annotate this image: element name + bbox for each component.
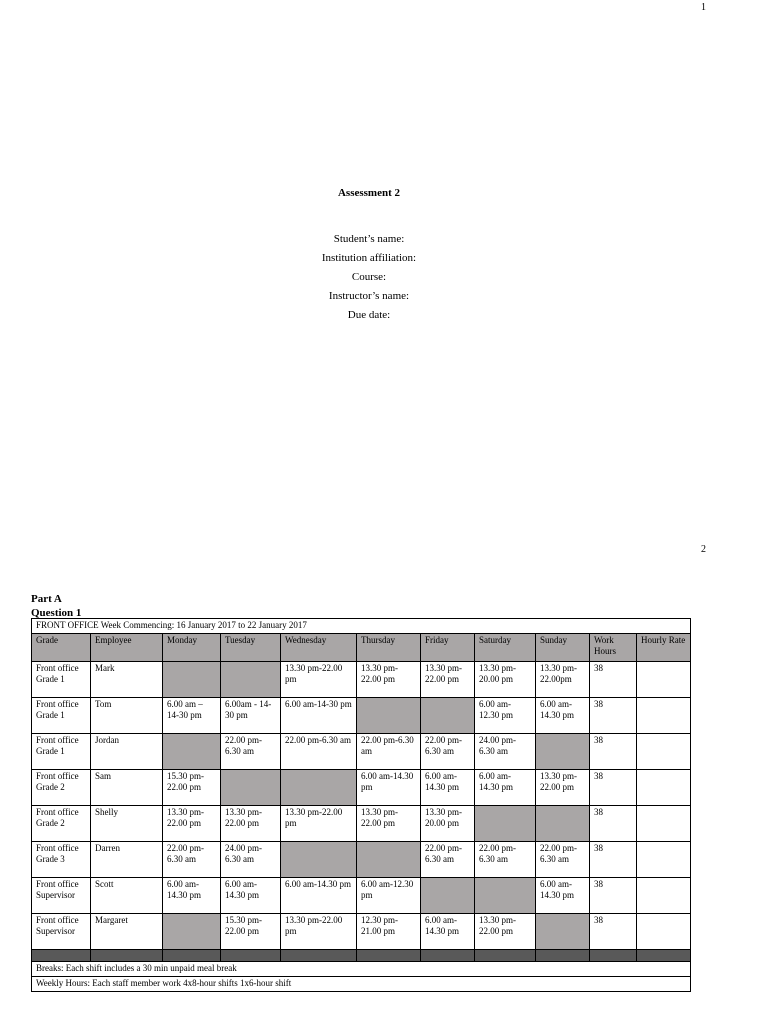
grade-cell: Front office Grade 2 <box>32 806 91 842</box>
part-heading <box>31 592 81 620</box>
shift-cell: 22.00 pm-6.30 am <box>163 842 221 878</box>
day-off-cell <box>221 770 281 806</box>
table-row <box>32 770 691 806</box>
due-date-line: Due date: <box>347 309 391 321</box>
grade-cell: Front office Supervisor <box>32 878 91 914</box>
grade-cell: Front office Supervisor <box>32 914 91 950</box>
schedule-caption: FRONT OFFICE Week Commencing: 16 January 2017 to 22 January 2017 <box>32 619 691 634</box>
shift-cell: 13.30 pm-22.00 pm <box>163 806 221 842</box>
shift-cell: 13.30 pm-22.00 pm <box>281 662 357 698</box>
work-hours-cell: 38 <box>590 698 637 734</box>
schedule-table <box>31 618 691 992</box>
breaks-note: Breaks: Each shift includes a 30 min unpaid meal break <box>32 962 691 977</box>
hourly-rate-cell <box>637 878 691 914</box>
table-row <box>32 914 691 950</box>
day-off-cell <box>421 698 475 734</box>
separator-cell <box>475 950 536 962</box>
shift-cell: 6.00 am-14.30 pm <box>536 698 590 734</box>
shift-cell: 6.00 am-12.30 pm <box>475 698 536 734</box>
shift-cell: 6.00 am-12.30 pm <box>357 878 421 914</box>
column-header: Grade <box>32 634 91 662</box>
separator-cell <box>637 950 691 962</box>
separator-row <box>32 950 691 962</box>
hourly-rate-cell <box>637 770 691 806</box>
shift-cell: 22.00 pm-6.30 am <box>475 842 536 878</box>
shift-cell: 22.00 pm-6.30 am <box>421 734 475 770</box>
table-row <box>32 662 691 698</box>
shift-cell: 6.00 am-14.30 pm <box>421 914 475 950</box>
shift-cell: 6.00 am-14.30 pm <box>357 770 421 806</box>
institution-line: Institution affiliation: <box>321 252 417 264</box>
header-row <box>32 634 691 662</box>
shift-cell: 22.00 pm-6.30 am <box>421 842 475 878</box>
shift-cell: 6.00 am-14.30 pm <box>281 878 357 914</box>
shift-cell: 6.00 am-14.30 pm <box>163 878 221 914</box>
work-hours-cell: 38 <box>590 734 637 770</box>
grade-cell: Front office Grade 3 <box>32 842 91 878</box>
day-off-cell <box>163 914 221 950</box>
day-off-cell <box>536 914 590 950</box>
title-page <box>0 187 738 325</box>
shift-cell: 6.00 am – 14-30 pm <box>163 698 221 734</box>
shift-cell: 13.30 pm-20.00 pm <box>421 806 475 842</box>
shift-cell: 24.00 pm-6.30 am <box>221 842 281 878</box>
employee-cell: Shelly <box>91 806 163 842</box>
column-header: Hourly Rate <box>637 634 691 662</box>
table-row <box>32 842 691 878</box>
day-off-cell <box>221 662 281 698</box>
column-header: Employee <box>91 634 163 662</box>
table-row <box>32 878 691 914</box>
employee-cell: Sam <box>91 770 163 806</box>
shift-cell: 13.30 pm-22.00pm <box>536 662 590 698</box>
page-number-2: 2 <box>701 544 706 555</box>
grade-cell: Front office Grade 1 <box>32 734 91 770</box>
separator-cell <box>32 950 91 962</box>
student-name-line: Student’s name: <box>333 233 405 245</box>
day-off-cell <box>357 698 421 734</box>
hourly-rate-cell <box>637 806 691 842</box>
work-hours-cell: 38 <box>590 878 637 914</box>
day-off-cell <box>163 662 221 698</box>
column-header: Thursday <box>357 634 421 662</box>
day-off-cell <box>163 734 221 770</box>
caption-row <box>32 619 691 634</box>
day-off-cell <box>357 842 421 878</box>
question-label: Question 1 <box>31 607 82 619</box>
column-header: Monday <box>163 634 221 662</box>
shift-cell: 13.30 pm-22.00 pm <box>221 806 281 842</box>
shift-cell: 13.30 pm-22.00 pm <box>281 914 357 950</box>
work-hours-cell: 38 <box>590 806 637 842</box>
work-hours-cell: 38 <box>590 914 637 950</box>
separator-cell <box>221 950 281 962</box>
shift-cell: 22.00 pm-6.30 am <box>221 734 281 770</box>
shift-cell: 13.30 pm-22.00 pm <box>421 662 475 698</box>
day-off-cell <box>536 806 590 842</box>
hourly-rate-cell <box>637 662 691 698</box>
column-header: Sunday <box>536 634 590 662</box>
assessment-title: Assessment 2 <box>337 187 401 199</box>
shift-cell: 12.30 pm-21.00 pm <box>357 914 421 950</box>
separator-cell <box>163 950 221 962</box>
grade-cell: Front office Grade 1 <box>32 662 91 698</box>
day-off-cell <box>536 734 590 770</box>
separator-cell <box>536 950 590 962</box>
weekly-hours-note: Weekly Hours: Each staff member work 4x8-hour shifts 1x6-hour shift <box>32 977 691 992</box>
shift-cell: 22.00 pm-6.30 am <box>281 734 357 770</box>
shift-cell: 6.00 am-14.30 pm <box>536 878 590 914</box>
table-row <box>32 698 691 734</box>
table-row <box>32 734 691 770</box>
separator-cell <box>91 950 163 962</box>
hourly-rate-cell <box>637 842 691 878</box>
day-off-cell <box>281 770 357 806</box>
shift-cell: 13.30 pm-22.00 pm <box>281 806 357 842</box>
day-off-cell <box>281 842 357 878</box>
grade-cell: Front office Grade 2 <box>32 770 91 806</box>
page-number-1: 1 <box>701 2 706 13</box>
day-off-cell <box>475 878 536 914</box>
table-row <box>32 806 691 842</box>
work-hours-cell: 38 <box>590 662 637 698</box>
employee-cell: Tom <box>91 698 163 734</box>
part-label: Part A <box>31 593 62 605</box>
course-line: Course: <box>351 271 387 283</box>
day-off-cell <box>421 878 475 914</box>
shift-cell: 6.00 am-14-30 pm <box>281 698 357 734</box>
instructor-line: Instructor’s name: <box>328 290 410 302</box>
work-hours-cell: 38 <box>590 842 637 878</box>
shift-cell: 6.00 am-14.30 pm <box>221 878 281 914</box>
column-header: Friday <box>421 634 475 662</box>
shift-cell: 24.00 pm-6.30 am <box>475 734 536 770</box>
breaks-note-row <box>32 962 691 977</box>
column-header: Tuesday <box>221 634 281 662</box>
shift-cell: 6.00 am-14.30 pm <box>421 770 475 806</box>
shift-cell: 22.00 pm-6.30 am <box>536 842 590 878</box>
column-header: Wednesday <box>281 634 357 662</box>
shift-cell: 15.30 pm-22.00 pm <box>221 914 281 950</box>
shift-cell: 6.00 am-14.30 pm <box>475 770 536 806</box>
day-off-cell <box>475 806 536 842</box>
shift-cell: 13.30 pm-22.00 pm <box>357 662 421 698</box>
separator-cell <box>357 950 421 962</box>
employee-cell: Margaret <box>91 914 163 950</box>
shift-cell: 22.00 pm-6.30 am <box>357 734 421 770</box>
separator-cell <box>590 950 637 962</box>
shift-cell: 13.30 pm-22.00 pm <box>475 914 536 950</box>
employee-cell: Mark <box>91 662 163 698</box>
column-header: Work Hours <box>590 634 637 662</box>
employee-cell: Jordan <box>91 734 163 770</box>
weekly-hours-note-row <box>32 977 691 992</box>
shift-cell: 13.30 pm-22.00 pm <box>536 770 590 806</box>
employee-cell: Darren <box>91 842 163 878</box>
hourly-rate-cell <box>637 734 691 770</box>
separator-cell <box>421 950 475 962</box>
shift-cell: 13.30 pm-22.00 pm <box>357 806 421 842</box>
grade-cell: Front office Grade 1 <box>32 698 91 734</box>
column-header: Saturday <box>475 634 536 662</box>
hourly-rate-cell <box>637 698 691 734</box>
shift-cell: 6.00am - 14-30 pm <box>221 698 281 734</box>
employee-cell: Scott <box>91 878 163 914</box>
hourly-rate-cell <box>637 914 691 950</box>
separator-cell <box>281 950 357 962</box>
shift-cell: 15.30 pm-22.00 pm <box>163 770 221 806</box>
work-hours-cell: 38 <box>590 770 637 806</box>
shift-cell: 13.30 pm-20.00 pm <box>475 662 536 698</box>
